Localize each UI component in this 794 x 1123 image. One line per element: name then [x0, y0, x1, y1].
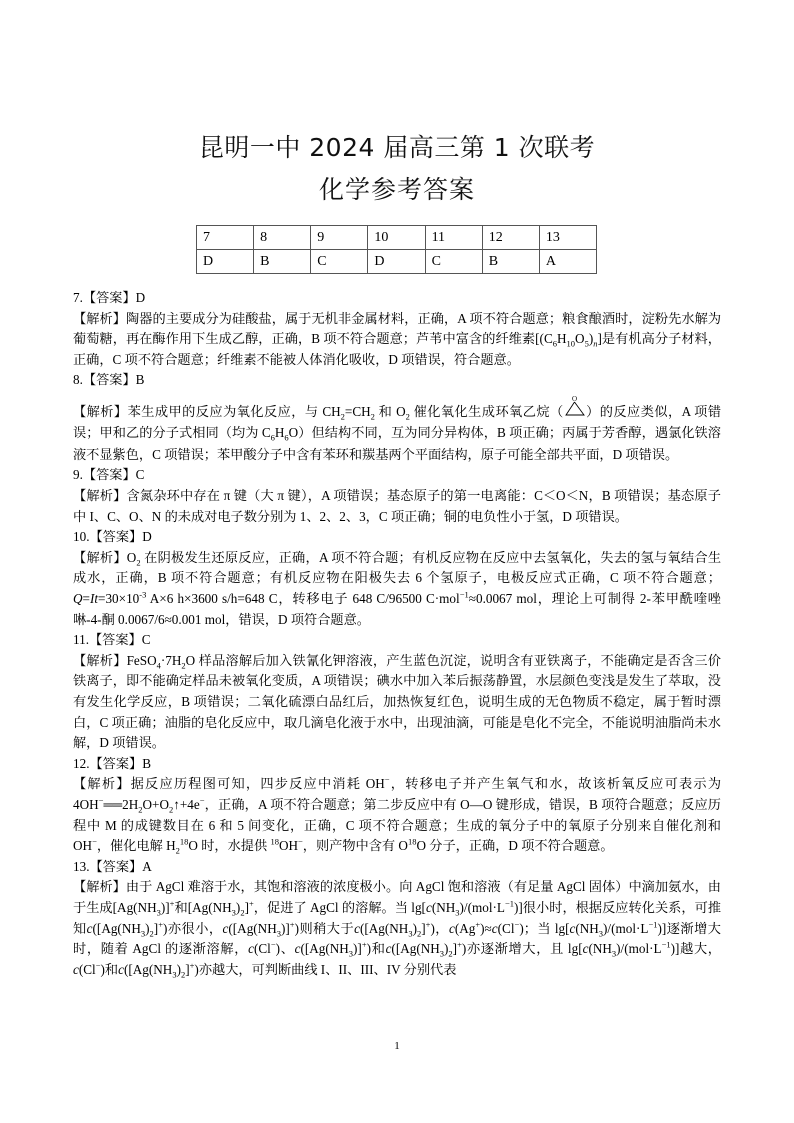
subscript: 2: [340, 411, 345, 422]
answer-table-answer-row: [197, 250, 597, 274]
text: ): [412, 920, 417, 936]
text: ]: [153, 920, 159, 936]
text: (Cl: [497, 920, 515, 936]
text: )和: [100, 961, 119, 977]
answer-key-table: [196, 225, 597, 274]
text: OH: [278, 838, 298, 854]
answer-value: D: [142, 529, 152, 545]
italic-var: c: [86, 920, 93, 936]
superscript: +: [158, 919, 163, 930]
subscript: 2: [169, 804, 174, 815]
answer-cell: C: [311, 250, 368, 274]
text: )]: [160, 899, 170, 915]
superscript: −1: [661, 939, 671, 950]
text: 在阴极发生还原反应，正确，A 项不符合题；有机反应物在反应中去氢氧化，失去的氢与氧结合生成水，正确，B 项不符合题意；有机反应物在阳极失去 6 个氢原子，电极反应式正确，C 项不符合题意；: [73, 549, 722, 586]
superscript: 18: [179, 836, 189, 847]
superscript: −1: [648, 919, 658, 930]
text: O 样品溶解后加入铁氰化钾溶液，产生蓝色沉淀，说明含有亚铁离子，不能确定是否含三价铁离子，即不能确定样品未被氧化变质，A 项错误；碘水中加入苯后振荡静置，水层颜色变浅是发生了萃取，没有发生化学反应，B 项错误；二氧化硫漂白品红后，加热恢复红色，说明生成的无色物质不稳定，属于暂时漂白，C 项正确；油脂的皂化反应中，取几滴皂化液于水中，出现油滴，可能是皂化不完全，不能说明油脂尚未水解，D 项错误。: [73, 652, 721, 751]
subscript: 6: [284, 433, 289, 444]
text: ，促进了 AgCl 的溶解。当 lg[: [253, 899, 426, 915]
question-number: 13.: [73, 858, 90, 874]
analysis-label: 【解析】: [73, 652, 127, 668]
text: =: [82, 591, 90, 607]
italic-var: Q: [73, 591, 83, 607]
question-number-cell: 10: [368, 226, 425, 250]
text: ，催化电解 H: [96, 838, 176, 854]
italic-var: c: [222, 920, 229, 936]
question-number-cell: 8: [254, 226, 311, 250]
text: )]逐渐增大时，随着 AgCl 的逐渐溶解，: [73, 920, 721, 957]
answer-cell: B: [482, 250, 539, 274]
superscript: +: [289, 919, 295, 930]
question-number-cell: 13: [539, 226, 596, 250]
text: ): [588, 331, 594, 347]
text: (Cl: [253, 941, 271, 957]
superscript: +: [189, 960, 195, 971]
answer-cell: D: [368, 250, 425, 274]
superscript: −: [98, 795, 104, 806]
answer-table-question-row: [197, 226, 597, 250]
text: )和: [366, 941, 386, 957]
answer-cell: D: [197, 250, 254, 274]
question-number: 8.: [73, 372, 83, 388]
text: )]越大，: [670, 941, 721, 957]
text: (Ag: [454, 920, 476, 936]
solutions-body: [73, 288, 721, 980]
text: ([Ag(NH: [228, 920, 277, 936]
text: O 时，水提供: [188, 838, 271, 854]
document-subtitle: 化学参考答案: [318, 175, 475, 204]
text: =CH: [344, 403, 371, 419]
question-13-analysis: [73, 877, 721, 980]
answer-value: B: [142, 755, 152, 771]
text: ）的反应类似，A 项错误；甲和乙的分子式相同（均为 C: [73, 403, 722, 441]
question-7-analysis: [73, 309, 721, 371]
answer-cell: B: [254, 250, 311, 274]
text: )/(mol·L: [616, 941, 662, 957]
text: ，则产物中含有 O: [302, 838, 408, 854]
superscript: −: [384, 774, 390, 785]
question-9-answer: [73, 465, 721, 486]
superscript: +: [361, 939, 367, 950]
text: ↑+4e: [173, 796, 200, 812]
superscript: −: [270, 939, 276, 950]
answer-label: 【答案】: [82, 372, 136, 388]
superscript: +: [457, 939, 462, 950]
italic-var: c: [569, 920, 576, 936]
superscript: −1: [504, 898, 514, 909]
analysis-label: 【解析】: [73, 488, 127, 504]
subscript: 3: [439, 948, 445, 959]
text: FeSO: [126, 652, 157, 668]
question-number: 7.: [73, 290, 83, 305]
subscript: 2: [138, 804, 143, 815]
question-9-analysis: [73, 486, 721, 527]
superscript: 18: [407, 836, 417, 847]
superscript: −: [298, 836, 303, 847]
italic-var: c: [425, 899, 432, 915]
subscript: 2: [175, 845, 180, 856]
subscript: 2: [180, 969, 186, 980]
subscript: 2: [370, 411, 375, 422]
text: 苯生成甲的反应为氧化反应，与 CH: [127, 403, 341, 419]
question-number-cell: 11: [425, 226, 482, 250]
question-8-answer: [73, 370, 721, 391]
subscript: 3: [276, 928, 281, 939]
page-number: 1: [394, 1040, 400, 1052]
answer-value: B: [135, 372, 145, 388]
italic-var: It: [89, 591, 99, 607]
text: H: [274, 425, 285, 441]
subscript: n: [593, 338, 598, 349]
superscript: +: [248, 898, 254, 909]
subscript: 2: [181, 660, 186, 671]
text: ): [235, 899, 241, 915]
text: =30×10: [98, 591, 140, 607]
answer-label: 【答案】: [82, 467, 136, 483]
text: 和 O: [374, 403, 406, 419]
text: (NH: [575, 920, 599, 936]
text: ): [145, 920, 150, 936]
subscript: 5: [584, 338, 589, 349]
text: )/(mol·L: [603, 920, 649, 936]
answer-value: A: [142, 858, 152, 874]
text: )≈: [480, 920, 492, 936]
text: O）但结构不同，互为同分异构体，B 项正确；丙属于芳香醇，遇氯化铁溶液不显紫色，C 项错误；苯甲酸分子中含有苯环和羰基两个平面结构，原子可能全部共平面，D 项错误。: [73, 425, 721, 462]
answer-cell: C: [425, 250, 482, 274]
answer-label: 【答案】: [89, 755, 143, 771]
subscript: 2: [448, 948, 453, 959]
italic-var: c: [582, 941, 589, 957]
question-10-analysis: [73, 548, 721, 630]
subscript: 3: [408, 928, 413, 939]
text: ): [176, 961, 181, 977]
text: 陶器的主要成分为硅酸盐，属于无机非金属材料，正确，A 项不符合题意；粮食酿酒时，淀粉先水解为葡萄糖，再在酶作用下生成乙醇，正确，B 项不符合题意；芦苇中富含的纤维素[(C: [73, 310, 722, 347]
question-13-answer: [73, 857, 721, 878]
italic-var: c: [354, 920, 360, 936]
epoxide-oxygen-label: O: [571, 394, 577, 403]
italic-var: c: [294, 941, 301, 957]
superscript: +: [475, 919, 481, 930]
text: 和[Ag(NH: [174, 899, 232, 915]
superscript: −: [199, 795, 205, 806]
question-number: 9.: [73, 467, 83, 483]
subscript: 6: [270, 433, 275, 444]
question-8-analysis: [73, 394, 722, 466]
subscript: 3: [140, 928, 146, 939]
analysis-label: 【解析】: [73, 879, 126, 895]
superscript: 18: [270, 836, 279, 847]
answer-label: 【答案】: [82, 290, 136, 305]
text: ([Ag(NH: [123, 961, 173, 977]
text: ]: [421, 920, 426, 936]
text: 据反应历程图可知，四步反应中消耗 OH: [130, 776, 385, 792]
question-number-cell: 9: [311, 226, 368, 250]
subscript: 3: [231, 907, 236, 918]
question-number: 12.: [73, 755, 90, 771]
answer-label: 【答案】: [89, 858, 143, 874]
text: ══2H: [103, 796, 139, 812]
answer-value: C: [135, 467, 145, 483]
subscript: 3: [172, 969, 177, 980]
text: )；当 lg[: [519, 920, 570, 936]
superscript: +: [169, 898, 175, 909]
question-number-cell: 12: [482, 226, 539, 250]
text: ]: [185, 961, 190, 977]
italic-var: c: [385, 941, 392, 957]
text: ([Ag(NH: [391, 941, 440, 957]
text: ，正确，A 项不符合题意；第二步反应中有 O—O 键形成，错误，B 项符合题意；反应历程中 M 的成键数目在 6 和 5 间变化，正确，C 项不符合题意；生成的氧分子中的氧原子分别来自催化剂和 OH: [73, 796, 721, 854]
question-number-cell: 7: [197, 226, 254, 250]
text: )]很小时，根据反应转化关系，可推知: [73, 899, 722, 936]
text: 催化氧化生成环氧乙烷（: [409, 403, 564, 419]
subscript: 2: [405, 411, 410, 422]
text: ([Ag(NH: [300, 941, 349, 957]
text: )则稍大于: [294, 920, 355, 936]
text: )亦很小，: [162, 920, 223, 936]
text: ]: [452, 941, 458, 957]
text: O 分子，正确，D 项不符合题意。: [416, 838, 614, 854]
question-12-analysis: [73, 774, 721, 856]
italic-var: c: [73, 961, 79, 977]
text: )亦逐渐增大，且 lg[: [461, 941, 583, 957]
superscript: −: [514, 919, 520, 930]
subscript: 3: [611, 948, 617, 959]
text: )/(mol·L: [459, 899, 505, 915]
answer-value: D: [135, 290, 146, 305]
answer-value: C: [141, 632, 151, 648]
text: (Cl: [78, 961, 96, 977]
text: )]: [353, 941, 362, 957]
text: ([Ag(NH: [359, 920, 409, 936]
text: (NH: [431, 899, 456, 915]
text: (NH: [588, 941, 612, 957]
question-number: 11.: [73, 632, 89, 648]
question-12-answer: [73, 754, 721, 775]
subscript: 2: [416, 928, 422, 939]
text: O+O: [142, 796, 170, 812]
subscript: 3: [156, 907, 161, 918]
epoxide-structure-icon: [564, 394, 586, 418]
superscript: +: [425, 919, 431, 930]
text: ]是有机高分子材料，正确，C 项不符合题意；纤维素不能被人体消化吸收，D 项错误，符合题意。: [73, 331, 721, 367]
text: )]: [280, 920, 290, 936]
analysis-label: 【解析】: [73, 403, 128, 419]
question-11-answer: [73, 630, 721, 651]
text: O: [575, 331, 585, 347]
text: )，: [430, 920, 449, 936]
text: ·7H: [160, 652, 182, 668]
text: ]: [244, 899, 249, 915]
superscript: −: [95, 960, 101, 971]
analysis-label: 【解析】: [73, 776, 131, 792]
subscript: 3: [598, 928, 604, 939]
italic-var: c: [118, 961, 124, 977]
text: A×6 h×3600 s/h=648 C，转移电子 648 C/96500 C·mol: [146, 591, 460, 607]
text: 由于 AgCl 难溶于水，其饱和溶液的浓度极小。向 AgCl 饱和溶液（有足量 AgCl 固体）中滴加氨水，由于生成[Ag(NH: [73, 879, 721, 915]
italic-var: c: [491, 920, 498, 936]
subscript: 2: [136, 557, 141, 568]
text: ([Ag(NH: [92, 920, 141, 936]
text: H: [557, 331, 567, 347]
text: O: [126, 549, 137, 565]
question-10-answer: [73, 527, 721, 548]
italic-var: c: [248, 941, 254, 957]
answer-cell: A: [539, 250, 596, 274]
question-11-analysis: [73, 651, 721, 754]
superscript: −1: [459, 589, 469, 600]
analysis-label: 【解析】: [73, 549, 127, 565]
text: )、: [275, 941, 295, 957]
subscript: 2: [149, 928, 154, 939]
superscript: −: [92, 836, 97, 847]
text: )亦越大，可判断曲线 I、II、III、IV 分别代表: [194, 961, 457, 977]
text: 含氮杂环中存在 π 键（大 π 键），A 项错误；基态原子的第一电离能：C＜O＜N，B 项错误；基态原子中 I、C、O、N 的未成对电子数分别为 1、2、2、3，C 项正确；铜的电负性小于氢，D 项错误。: [73, 488, 721, 524]
question-7-answer: [73, 288, 721, 309]
superscript: -3: [139, 589, 147, 600]
answer-label: 【答案】: [89, 529, 143, 545]
question-number: 10.: [73, 529, 90, 545]
subscript: 3: [455, 907, 460, 918]
text: ): [444, 941, 449, 957]
text: ，转移电子并产生氧气和水，故该析氧反应可表示为 4OH: [73, 776, 722, 812]
italic-var: c: [448, 920, 455, 936]
subscript: 4: [156, 660, 161, 671]
subscript: 10: [566, 338, 576, 349]
subscript: 2: [240, 907, 245, 918]
subscript: 6: [552, 338, 557, 349]
analysis-label: 【解析】: [73, 310, 126, 326]
answer-label: 【答案】: [89, 632, 142, 648]
document-title: 昆明一中 2024 届高三第 1 次联考: [198, 133, 596, 162]
text: ≈0.0067 mol，理论上可制得 2-苯甲酰喹唑啉-4-酮 0.0067/6≈0.001 mol，错误，D 项符合题意。: [73, 591, 721, 627]
subscript: 3: [348, 948, 354, 959]
